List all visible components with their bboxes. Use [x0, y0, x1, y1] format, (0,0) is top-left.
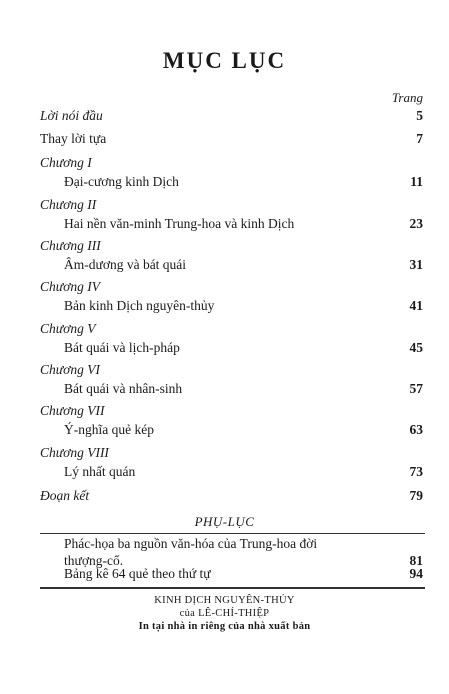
chapter-label: Chương V — [40, 321, 96, 336]
appendix-item-title-cont: thượng-cổ. — [64, 553, 124, 568]
entry-page-number: 94 — [409, 566, 423, 581]
entry-page-number: 73 — [409, 464, 423, 479]
entry-page-number: 57 — [409, 381, 423, 396]
appendix-item-title: Bảng kê 64 quẻ theo thứ tự — [64, 566, 211, 581]
chapter-title: Hai nền văn-minh Trung-hoa và kinh Dịch — [64, 216, 295, 231]
footer-author: của LÊ-CHÍ-THIỆP — [179, 608, 270, 619]
entry-page-number: 5 — [416, 108, 423, 123]
entry-preface: Lời nói đầu — [40, 108, 103, 123]
entry-page-number: 7 — [416, 131, 423, 146]
entry-page-number: 45 — [409, 340, 423, 355]
chapter-title: Ý-nghĩa quẻ kép — [64, 422, 154, 437]
entry-page-number: 23 — [409, 216, 423, 231]
entry-page-number: 63 — [409, 422, 423, 437]
chapter-label: Chương VI — [40, 362, 100, 377]
page-title: MỤC LỤC — [162, 48, 287, 73]
chapter-label: Chương VII — [40, 403, 105, 418]
chapter-title: Bát quái và nhân-sinh — [64, 381, 183, 396]
chapter-label: Chương III — [40, 238, 101, 253]
appendix-heading: PHỤ-LỤC — [194, 514, 255, 529]
footer-book-title: KINH DỊCH NGUYÊN-THỦY — [154, 595, 295, 606]
appendix-item-title: Phác-họa ba nguồn văn-hóa của Trung-hoa đời — [64, 536, 318, 551]
entry-page-number: 81 — [409, 553, 423, 568]
page-column-label: Trang — [391, 90, 423, 105]
entry-page-number: 31 — [409, 257, 423, 272]
chapter-label: Chương VIII — [40, 445, 109, 460]
entry-page-number: 41 — [409, 298, 423, 313]
chapter-label: Chương I — [40, 155, 92, 170]
footer-rule — [40, 587, 425, 589]
footer-printer: In tại nhà in riêng của nhà xuất bản — [138, 621, 311, 632]
entry-page-number: 11 — [410, 174, 423, 189]
chapter-label: Chương II — [40, 197, 97, 212]
chapter-title: Lý nhất quán — [64, 464, 136, 479]
chapter-title: Bản kinh Dịch nguyên-thủy — [64, 298, 215, 313]
entry-page-number: 79 — [409, 488, 423, 503]
entry-conclusion: Đoạn kết — [40, 488, 90, 503]
entry-foreword: Thay lời tựa — [40, 131, 107, 146]
chapter-title: Đại-cương kinh Dịch — [64, 174, 179, 189]
chapter-title: Bát quái và lịch-pháp — [64, 340, 180, 355]
divider — [40, 533, 425, 534]
chapter-title: Âm-dương và bát quái — [64, 257, 187, 272]
chapter-label: Chương IV — [40, 279, 100, 294]
